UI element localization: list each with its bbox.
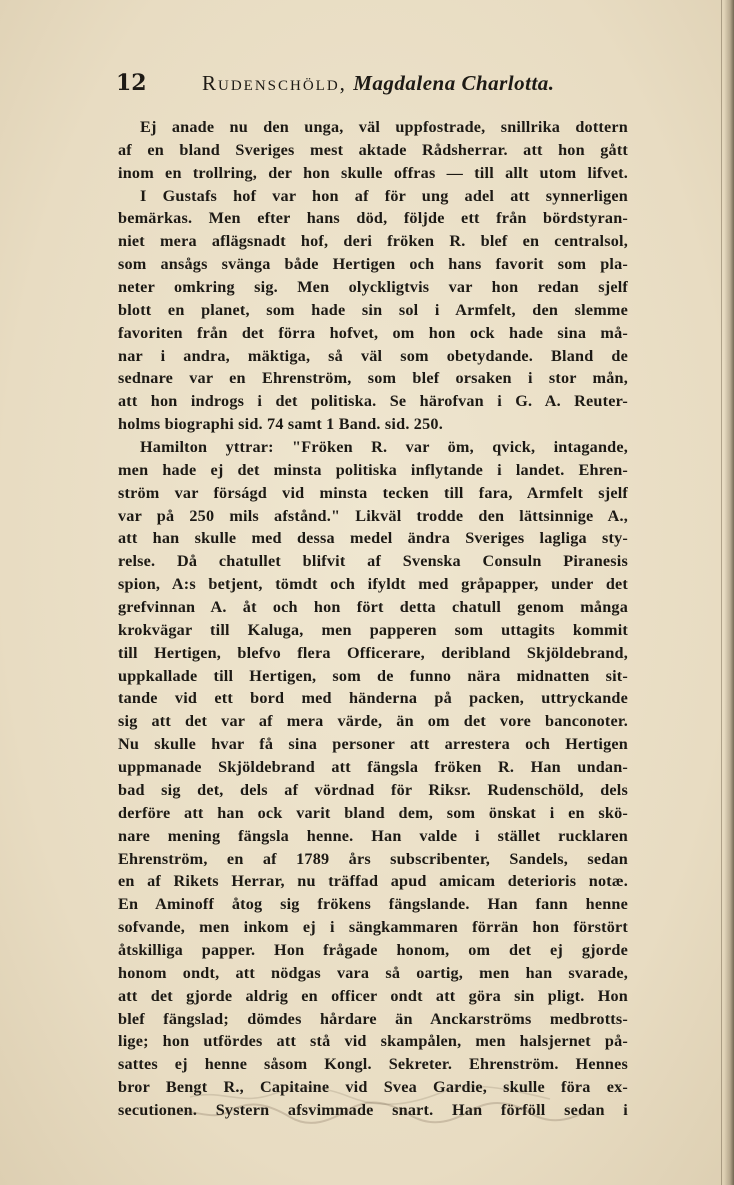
text-line: sofvande, men inkom ej i sängkammaren förrän hon förstört [118, 918, 628, 937]
text-line: att det gjorde aldrig en officer ondt att göra sin pligt. Hon [118, 986, 628, 1005]
body-text [118, 116, 628, 1122]
running-head-subject: Magdalena Charlotta. [353, 71, 555, 95]
text-line: holms biographi sid. 74 samt 1 Band. sid. 250. [118, 415, 443, 434]
text-line: bemärkas. Men efter hans död, följde ett från bördstyran- [118, 209, 628, 228]
running-head-author: Rudenschöld, [202, 71, 347, 95]
text-line: men hade ej det minsta politiska inflytande i landet. Ehren- [118, 460, 628, 479]
text-line: att han skulle med dessa medel ändra Sveriges lagliga sty- [118, 529, 628, 548]
text-line: krokvägar till Kaluga, men papperen som uttagits kommit [118, 620, 628, 639]
text-line: derföre att han ock varit bland dem, som önskat i en skö- [118, 803, 628, 822]
text-line: blott en planet, som hade sin sol i Armfelt, den slemme [118, 300, 628, 319]
text-line: I Gustafs hof var hon af för ung adel att synnerligen [140, 186, 628, 205]
page-edge-shadow [724, 0, 734, 1185]
text-line: åtskilliga papper. Hon frågade honom, om det ej gjorde [118, 940, 628, 959]
page-number: 12 [116, 70, 147, 96]
text-line: spion, A:s betjent, tömdt och ifyldt med gråpapper, under det [118, 575, 628, 594]
text-line: Ej anade nu den unga, väl uppfostrade, snillrika dottern [140, 118, 628, 136]
text-line: niet mera aflägsnadt hof, deri fröken R. blef en centralsol, [118, 232, 628, 251]
text-line: ström var förságd vid minsta tecken till fara, Armfelt sjelf [118, 483, 628, 502]
text-line: var på 250 mils afstånd." Likväl trodde den lättsinnige A., [118, 506, 628, 525]
running-head [202, 71, 555, 96]
text-line: att hon indrogs i det politiska. Se härofvan i G. A. Reuter- [118, 392, 628, 411]
text-line: som ansågs svänga både Hertigen och hans favorit som pla- [118, 255, 628, 274]
text-line: inom en trollring, der hon skulle offras — till allt utom lifvet. [118, 163, 628, 182]
text-line: grefvinnan A. åt och hon fört detta chatull genom många [118, 598, 628, 617]
text-line: secutionen. Systern afsvimmade snart. Han förföll sedan i [118, 1100, 628, 1119]
text-line: af en bland Sveriges mest aktade Rådsherrar. att hon gått [118, 140, 628, 159]
page-header [116, 70, 626, 100]
text-line: en af Rikets Herrar, nu träffad apud amicam deterioris notæ. [118, 872, 628, 891]
text-line: sattes ej henne såsom Kongl. Sekreter. Ehrenström. Hennes [118, 1055, 628, 1074]
text-line: uppkallade till Hertigen, som de funno nära midnatten sit- [118, 666, 628, 685]
handwritten-marginalia [150, 1075, 610, 1135]
text-line: bad sig det, dels af vördnad för Riksr. Rudenschöld, dels [118, 780, 628, 799]
page-fold-line [721, 0, 722, 1185]
text-line: blef fängslad; dömdes hårdare än Anckarströms medbrotts- [118, 1009, 628, 1028]
text-line: honom ondt, att nödgas vara så oartig, men han svarade, [118, 963, 628, 982]
text-line: till Hertigen, blefvo flera Officerare, deribland Skjöldebrand, [118, 643, 628, 662]
text-line: lige; hon utfördes att stå vid skampålen, men halsjernet på- [118, 1032, 628, 1051]
text-line: Ehrenström, en af 1789 års subscribenter, Sandels, sedan [118, 849, 628, 868]
text-line: sednare var en Ehrenström, som blef orsaken i stor mån, [118, 369, 628, 388]
text-line: nar i andra, mäktiga, så väl som obetydande. Bland de [118, 346, 628, 365]
text-line: En Aminoff åtog sig frökens fängslande. Han fann henne [118, 895, 628, 914]
text-line: bror Bengt R., Capitaine vid Svea Gardie, skulle föra ex- [118, 1078, 628, 1097]
text-line: nare mening fängsla henne. Han valde i stället rucklaren [118, 826, 628, 845]
text-line: Hamilton yttrar: "Fröken R. var öm, qvick, intagande, [140, 438, 628, 457]
text-line: relse. Då chatullet blifvit af Svenska Consuln Piranesis [118, 552, 628, 571]
text-line: uppmanade Skjöldebrand att fängsla fröken R. Han undan- [118, 758, 628, 777]
text-line: tande vid ett bord med händerna på packen, uttryckande [118, 689, 628, 708]
text-line: Nu skulle hvar få sina personer att arrestera och Hertigen [118, 735, 628, 754]
text-line: favoriten från det förra hofvet, om hon ock hade sina må- [118, 323, 628, 342]
text-line: sig att det var af mera värde, än om det vore banconoter. [118, 712, 628, 731]
text-line: neter omkring sig. Men olyckligtvis var hon redan sjelf [118, 278, 628, 297]
